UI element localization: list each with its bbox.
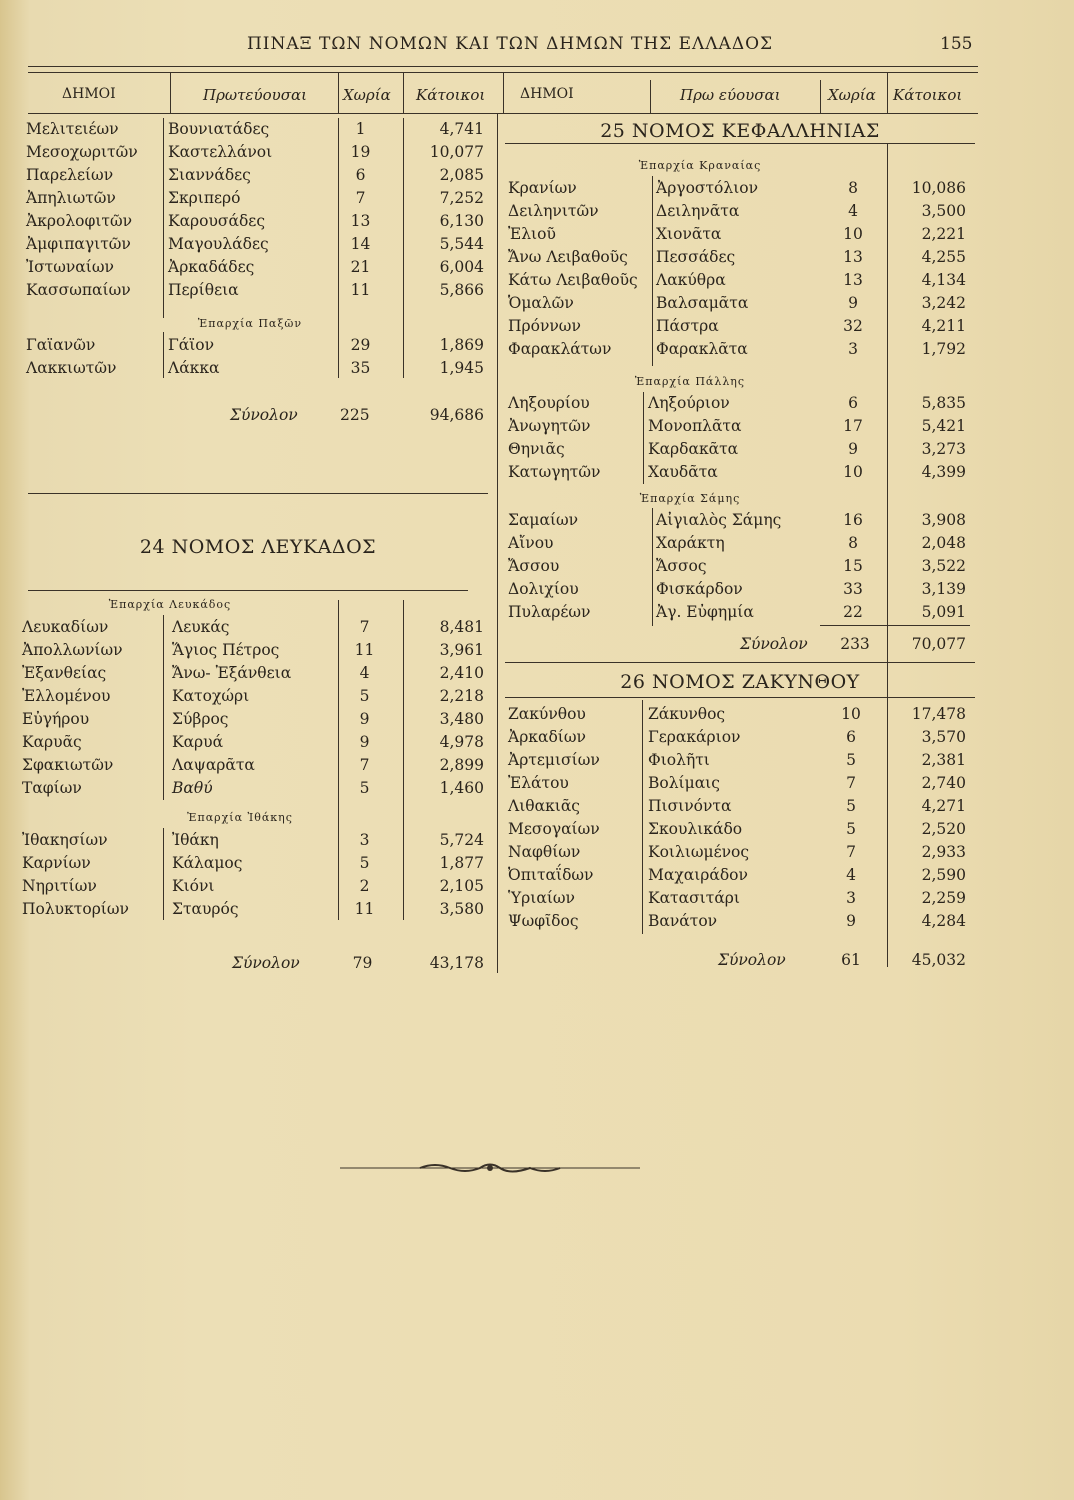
table-row xyxy=(22,852,482,875)
population: 6,004 xyxy=(439,258,484,276)
table-row xyxy=(508,601,968,624)
capital-name: Κιόνι xyxy=(172,877,215,895)
section-rule xyxy=(505,697,975,698)
villages-count: 7 xyxy=(846,843,856,861)
population: 2,105 xyxy=(439,877,484,895)
demos-name: Ὀπιταΐδων xyxy=(508,866,594,884)
villages-count: 32 xyxy=(843,317,863,335)
table-row xyxy=(22,731,482,754)
capital-name: Αἰγιαλὸς Σάμης xyxy=(656,511,782,529)
section-rule xyxy=(28,590,468,591)
villages-count: 5 xyxy=(846,797,856,815)
subheading-samis: Ἐπαρχία Σάμης xyxy=(639,492,741,505)
demos-name: Πρόννων xyxy=(508,317,581,335)
demos-name: Ὁμαλῶν xyxy=(508,294,574,312)
demos-name: Ἀρκαδίων xyxy=(508,728,586,746)
capital-name: Γερακάριον xyxy=(648,728,741,746)
table-row xyxy=(508,223,968,246)
demos-name: Κάτω Λειβαθοῦς xyxy=(508,271,638,289)
population: 2,410 xyxy=(439,664,484,682)
table-row xyxy=(508,841,968,864)
capital-name: Δειληνᾶτα xyxy=(656,202,740,220)
capital-name: Χαράκτη xyxy=(656,534,725,552)
villages-count: 4 xyxy=(848,202,858,220)
demos-name: Ἄνω Λειβαθοῦς xyxy=(508,248,628,266)
demos-name: Ναφθίων xyxy=(508,843,581,861)
villages-count: 10 xyxy=(841,705,861,723)
total-population: 94,686 xyxy=(429,406,484,424)
villages-count: 16 xyxy=(843,511,863,529)
villages-count: 9 xyxy=(848,294,858,312)
population: 5,544 xyxy=(439,235,484,253)
population: 1,869 xyxy=(439,336,484,354)
vrule xyxy=(503,72,504,113)
table-row xyxy=(508,338,968,361)
total-row xyxy=(700,949,970,972)
demos-name: Μεσοχωριτῶν xyxy=(26,143,138,161)
population: 3,522 xyxy=(921,557,966,575)
capital-name: Ἀγ. Εὐφημία xyxy=(656,603,754,621)
population: 4,284 xyxy=(921,912,966,930)
villages-count: 8 xyxy=(848,534,858,552)
population: 2,740 xyxy=(921,774,966,792)
vrule xyxy=(650,80,651,113)
vrule xyxy=(820,80,821,113)
population: 2,520 xyxy=(921,820,966,838)
villages-count: 29 xyxy=(350,336,371,354)
capital-name: Ἄνω- Ἐξάνθεια xyxy=(172,664,292,682)
subheading-ithakis: Ἐπαρχία Ἰθάκης xyxy=(187,811,293,824)
villages-count: 17 xyxy=(843,417,863,435)
nomos-26-title: 26 ΝΟΜΟΣ ΖΑΚΥΝΘΟΥ xyxy=(620,671,860,693)
table-row xyxy=(508,555,968,578)
capital-name: Καρυά xyxy=(172,733,224,751)
table-row xyxy=(26,357,486,380)
capital-name: Κοιλιωμένος xyxy=(648,843,750,861)
demos-name: Ψωφῖδος xyxy=(508,912,579,930)
section-rule xyxy=(505,662,975,663)
table-row xyxy=(26,210,486,233)
capital-name: Κατοχώρι xyxy=(172,687,250,705)
subheading-kranaias: Ἐπαρχία Κραναίας xyxy=(638,159,762,172)
villages-count: 9 xyxy=(359,733,370,751)
demos-name: Δειληνιτῶν xyxy=(508,202,599,220)
total-label: Σύνολον xyxy=(232,954,300,972)
total-label: Σύνολον xyxy=(230,406,298,424)
total-villages: 233 xyxy=(840,635,870,653)
page-number: 155 xyxy=(940,34,973,54)
capital-name: Ἅγιος Πέτρος xyxy=(172,641,280,659)
capital-name: Περίθεια xyxy=(168,281,239,299)
capital-name: Λάκκα xyxy=(168,359,220,377)
demos-name: Ἐξανθείας xyxy=(22,664,107,682)
population: 1,945 xyxy=(439,359,484,377)
population: 4,255 xyxy=(921,248,966,266)
capital-name: Βαθύ xyxy=(172,779,213,797)
capital-name: Πάστρα xyxy=(656,317,719,335)
villages-count: 4 xyxy=(359,664,370,682)
demos-name: Παρελείων xyxy=(26,166,114,184)
table-row xyxy=(22,777,482,800)
table-row xyxy=(508,726,968,749)
vrule xyxy=(338,72,339,113)
capital-name: Λακύθρα xyxy=(656,271,726,289)
population: 3,570 xyxy=(921,728,966,746)
section-rule xyxy=(505,143,975,144)
table-row xyxy=(508,177,968,200)
villages-count: 7 xyxy=(355,189,366,207)
table-row xyxy=(22,875,482,898)
villages-count: 3 xyxy=(848,340,858,358)
villages-count: 13 xyxy=(350,212,371,230)
subheading-pallis: Ἐπαρχία Πάλλης xyxy=(634,375,746,388)
capital-name: Καστελλάνοι xyxy=(168,143,273,161)
demos-name: Καρνίων xyxy=(22,854,91,872)
population: 3,139 xyxy=(921,580,966,598)
population: 4,271 xyxy=(921,797,966,815)
table-row xyxy=(22,616,482,639)
demos-name: Καρυᾶς xyxy=(22,733,82,751)
population: 2,259 xyxy=(921,889,966,907)
population: 2,381 xyxy=(921,751,966,769)
table-row xyxy=(26,118,486,141)
table-row xyxy=(508,438,968,461)
villages-count: 7 xyxy=(359,618,370,636)
demos-name: Σφακιωτῶν xyxy=(22,756,114,774)
villages-count: 6 xyxy=(846,728,856,746)
demos-name: Ἐλλομένου xyxy=(22,687,111,705)
population: 3,480 xyxy=(439,710,484,728)
total-population: 70,077 xyxy=(911,635,966,653)
villages-count: 1 xyxy=(355,120,366,138)
population: 2,899 xyxy=(439,756,484,774)
capital-name: Σιαννάδες xyxy=(168,166,251,184)
villages-count: 7 xyxy=(846,774,856,792)
demos-name: Λευκαδίων xyxy=(22,618,109,636)
total-population: 43,178 xyxy=(429,954,484,972)
table-row xyxy=(508,772,968,795)
villages-count: 33 xyxy=(843,580,863,598)
demos-name: Ἀπολλωνίων xyxy=(22,641,123,659)
population: 4,741 xyxy=(439,120,484,138)
table-row xyxy=(508,509,968,532)
demos-name: Ἀπηλιωτῶν xyxy=(26,189,116,207)
capital-name: Καρουσάδες xyxy=(168,212,266,230)
villages-count: 5 xyxy=(846,820,856,838)
demos-name: Ζακύνθου xyxy=(508,705,586,723)
capital-name: Ἄσσος xyxy=(656,557,707,575)
table-row xyxy=(22,708,482,731)
demos-name: Ἀμφιπαγιτῶν xyxy=(26,235,131,253)
population: 3,580 xyxy=(439,900,484,918)
table-row xyxy=(22,898,482,921)
population: 10,086 xyxy=(911,179,966,197)
capital-name: Γάϊον xyxy=(168,336,215,354)
capital-name: Ἀρκαδάδες xyxy=(168,258,255,276)
table-row xyxy=(508,818,968,841)
table-row xyxy=(508,461,968,484)
total-villages: 225 xyxy=(340,406,370,424)
table-row xyxy=(26,279,486,302)
table-row xyxy=(508,415,968,438)
capital-name: Σύβρος xyxy=(172,710,229,728)
capital-name: Πισινόντα xyxy=(648,797,732,815)
table-row xyxy=(508,532,968,555)
col-head-katoikoi-right: Κάτοικοι xyxy=(893,86,963,104)
villages-count: 35 xyxy=(350,359,371,377)
capital-name: Λευκάς xyxy=(172,618,230,636)
capital-name: Σταυρός xyxy=(172,900,239,918)
table-row xyxy=(508,392,968,415)
villages-count: 8 xyxy=(848,179,858,197)
population: 6,130 xyxy=(439,212,484,230)
demos-name: Κρανίων xyxy=(508,179,577,197)
demos-name: Ἀνωγητῶν xyxy=(508,417,591,435)
table-row xyxy=(508,292,968,315)
villages-count: 3 xyxy=(846,889,856,907)
col-head-choria-right: Χωρία xyxy=(828,86,876,104)
table-row xyxy=(26,187,486,210)
demos-name: Κασσωπαίων xyxy=(26,281,131,299)
table-row xyxy=(508,269,968,292)
villages-count: 9 xyxy=(359,710,370,728)
villages-count: 6 xyxy=(848,394,858,412)
table-row xyxy=(22,754,482,777)
demos-name: Γαϊανῶν xyxy=(26,336,96,354)
population: 4,134 xyxy=(921,271,966,289)
demos-name: Κατωγητῶν xyxy=(508,463,601,481)
capital-name: Ζάκυνθος xyxy=(648,705,726,723)
demos-name: Ἰστωναίων xyxy=(26,258,114,276)
page-title: ΠΙΝΑΞ ΤΩΝ ΝΟΜΩΝ ΚΑΙ ΤΩΝ ΔΗΜΩΝ ΤΗΣ ΕΛΛΑΔΟΣ xyxy=(246,34,774,54)
population: 2,933 xyxy=(921,843,966,861)
villages-count: 9 xyxy=(848,440,858,458)
capital-name: Βολίμαις xyxy=(648,774,720,792)
demos-name: Θηνιᾶς xyxy=(508,440,565,458)
vrule xyxy=(403,72,404,113)
population: 4,399 xyxy=(921,463,966,481)
villages-count: 5 xyxy=(359,854,370,872)
capital-name: Λαψαρᾶτα xyxy=(172,756,255,774)
subheading-leukados: Ἐπαρχία Λευκάδος xyxy=(108,598,232,611)
villages-count: 4 xyxy=(846,866,856,884)
table-row xyxy=(26,334,486,357)
table-row xyxy=(508,315,968,338)
table-row xyxy=(22,829,482,852)
ornament-divider-icon xyxy=(340,1160,640,1176)
total-villages: 61 xyxy=(841,951,861,969)
demos-name: Σαμαίων xyxy=(508,511,579,529)
column-divider xyxy=(497,113,498,973)
demos-name: Ἀρτεμισίων xyxy=(508,751,600,769)
population: 2,590 xyxy=(921,866,966,884)
capital-name: Φαρακλᾶτα xyxy=(656,340,748,358)
villages-count: 10 xyxy=(843,225,863,243)
villages-count: 13 xyxy=(843,248,863,266)
villages-count: 5 xyxy=(359,779,370,797)
demos-name: Λακκιωτῶν xyxy=(26,359,117,377)
population: 17,478 xyxy=(911,705,966,723)
population: 3,242 xyxy=(921,294,966,312)
capital-name: Φισκάρδον xyxy=(656,580,743,598)
population: 5,091 xyxy=(921,603,966,621)
population: 5,421 xyxy=(921,417,966,435)
header-rule-bottom xyxy=(28,113,978,114)
total-row xyxy=(200,952,490,975)
capital-name: Μονοπλᾶτα xyxy=(648,417,742,435)
table-row xyxy=(508,795,968,818)
capital-name: Βαλσαμᾶτα xyxy=(656,294,749,312)
population: 10,077 xyxy=(429,143,484,161)
col-head-proteuousai-right: Πρω εύουσαι xyxy=(680,86,781,104)
demos-name: Ἐλιοῦ xyxy=(508,225,556,243)
section-rule xyxy=(820,625,970,626)
table-row xyxy=(508,864,968,887)
nomos-24-title: 24 ΝΟΜΟΣ ΛΕΥΚΑΔΟΣ xyxy=(139,536,377,558)
demos-name: Ταφίων xyxy=(22,779,82,797)
population: 2,048 xyxy=(921,534,966,552)
section-rule xyxy=(28,493,488,494)
population: 4,211 xyxy=(921,317,966,335)
population: 5,835 xyxy=(921,394,966,412)
vrule xyxy=(170,72,171,113)
demos-name: Δολιχίου xyxy=(508,580,579,598)
table-row xyxy=(508,887,968,910)
table-row xyxy=(26,233,486,256)
villages-count: 11 xyxy=(354,900,375,918)
vrule xyxy=(887,72,888,113)
population: 3,961 xyxy=(439,641,484,659)
table-row xyxy=(26,164,486,187)
capital-name: Μαχαιράδον xyxy=(648,866,748,884)
population: 2,085 xyxy=(439,166,484,184)
demos-name: Νηριτίων xyxy=(22,877,97,895)
capital-name: Μαγουλάδες xyxy=(168,235,269,253)
capital-name: Φιολῆτι xyxy=(648,751,710,769)
total-label: Σύνολον xyxy=(740,635,808,653)
population: 5,724 xyxy=(439,831,484,849)
capital-name: Πεσσάδες xyxy=(656,248,736,266)
col-head-demoi-left: ΔΗΜΟΙ xyxy=(62,86,116,102)
total-row xyxy=(700,633,970,656)
villages-count: 14 xyxy=(350,235,371,253)
capital-name: Ἰθάκη xyxy=(172,831,219,849)
nomos-25-title: 25 ΝΟΜΟΣ ΚΕΦΑΛΛΗΝΙΑΣ xyxy=(600,120,880,142)
total-villages: 79 xyxy=(352,954,373,972)
table-row xyxy=(508,578,968,601)
villages-count: 5 xyxy=(846,751,856,769)
capital-name: Κατασιτάρι xyxy=(648,889,740,907)
table-row xyxy=(508,246,968,269)
col-head-proteuousai-left: Πρωτεύουσαι xyxy=(203,86,307,104)
capital-name: Ληξούριον xyxy=(648,394,730,412)
population: 1,877 xyxy=(439,854,484,872)
table-row xyxy=(508,749,968,772)
capital-name: Σκουλικάδο xyxy=(648,820,743,838)
demos-name: Πυλαρέων xyxy=(508,603,591,621)
capital-name: Σκριπερό xyxy=(168,189,241,207)
population: 2,218 xyxy=(439,687,484,705)
demos-name: Μεσογαίων xyxy=(508,820,600,838)
table-row xyxy=(22,639,482,662)
capital-name: Κάλαμος xyxy=(172,854,243,872)
villages-count: 9 xyxy=(846,912,856,930)
capital-name: Βανάτον xyxy=(648,912,718,930)
table-row xyxy=(22,685,482,708)
population: 4,978 xyxy=(439,733,484,751)
population: 1,460 xyxy=(439,779,484,797)
capital-name: Χαυδᾶτα xyxy=(648,463,718,481)
population: 8,481 xyxy=(439,618,484,636)
villages-count: 15 xyxy=(843,557,863,575)
table-row xyxy=(508,200,968,223)
demos-name: Μελιτειέων xyxy=(26,120,119,138)
villages-count: 7 xyxy=(359,756,370,774)
population: 3,500 xyxy=(921,202,966,220)
table-row xyxy=(26,256,486,279)
demos-name: Ληξουρίου xyxy=(508,394,590,412)
villages-count: 22 xyxy=(843,603,863,621)
capital-name: Καρδακᾶτα xyxy=(648,440,739,458)
header-rule-top xyxy=(28,66,978,67)
demos-name: Ἰθακησίων xyxy=(22,831,108,849)
population: 3,273 xyxy=(921,440,966,458)
total-row xyxy=(200,404,490,427)
capital-name: Βουνιατάδες xyxy=(168,120,270,138)
col-head-katoikoi-left: Κάτοικοι xyxy=(416,86,486,104)
demos-name: Ὑριαίων xyxy=(508,889,575,907)
demos-name: Εὐγήρου xyxy=(22,710,90,728)
villages-count: 13 xyxy=(843,271,863,289)
demos-name: Φαρακλάτων xyxy=(508,340,612,358)
demos-name: Ἐλάτου xyxy=(508,774,569,792)
villages-count: 11 xyxy=(354,641,375,659)
villages-count: 2 xyxy=(359,877,370,895)
demos-name: Ἄσσου xyxy=(508,557,560,575)
table-row xyxy=(508,910,968,933)
population: 2,221 xyxy=(921,225,966,243)
demos-name: Λιθακιᾶς xyxy=(508,797,580,815)
villages-count: 6 xyxy=(355,166,366,184)
total-label: Σύνολον xyxy=(718,951,786,969)
capital-name: Χιονᾶτα xyxy=(656,225,722,243)
population: 5,866 xyxy=(439,281,484,299)
total-population: 45,032 xyxy=(911,951,966,969)
population: 1,792 xyxy=(921,340,966,358)
villages-count: 10 xyxy=(843,463,863,481)
subheading-paxon: Ἐπαρχία Παξῶν xyxy=(197,317,303,330)
population: 3,908 xyxy=(921,511,966,529)
villages-count: 11 xyxy=(350,281,371,299)
col-head-choria-left: Χωρία xyxy=(343,86,391,104)
demos-name: Πολυκτορίων xyxy=(22,900,129,918)
demos-name: Ἀκρολοφιτῶν xyxy=(26,212,133,230)
villages-count: 21 xyxy=(350,258,371,276)
table-row xyxy=(26,141,486,164)
villages-count: 5 xyxy=(359,687,370,705)
population: 7,252 xyxy=(439,189,484,207)
demos-name: Αἴνου xyxy=(508,534,554,552)
table-row xyxy=(508,703,968,726)
col-head-demoi-right: ΔΗΜΟΙ xyxy=(520,86,574,102)
villages-count: 3 xyxy=(359,831,370,849)
villages-count: 19 xyxy=(350,143,371,161)
table-row xyxy=(22,662,482,685)
capital-name: Ἀργοστόλιον xyxy=(656,179,759,197)
